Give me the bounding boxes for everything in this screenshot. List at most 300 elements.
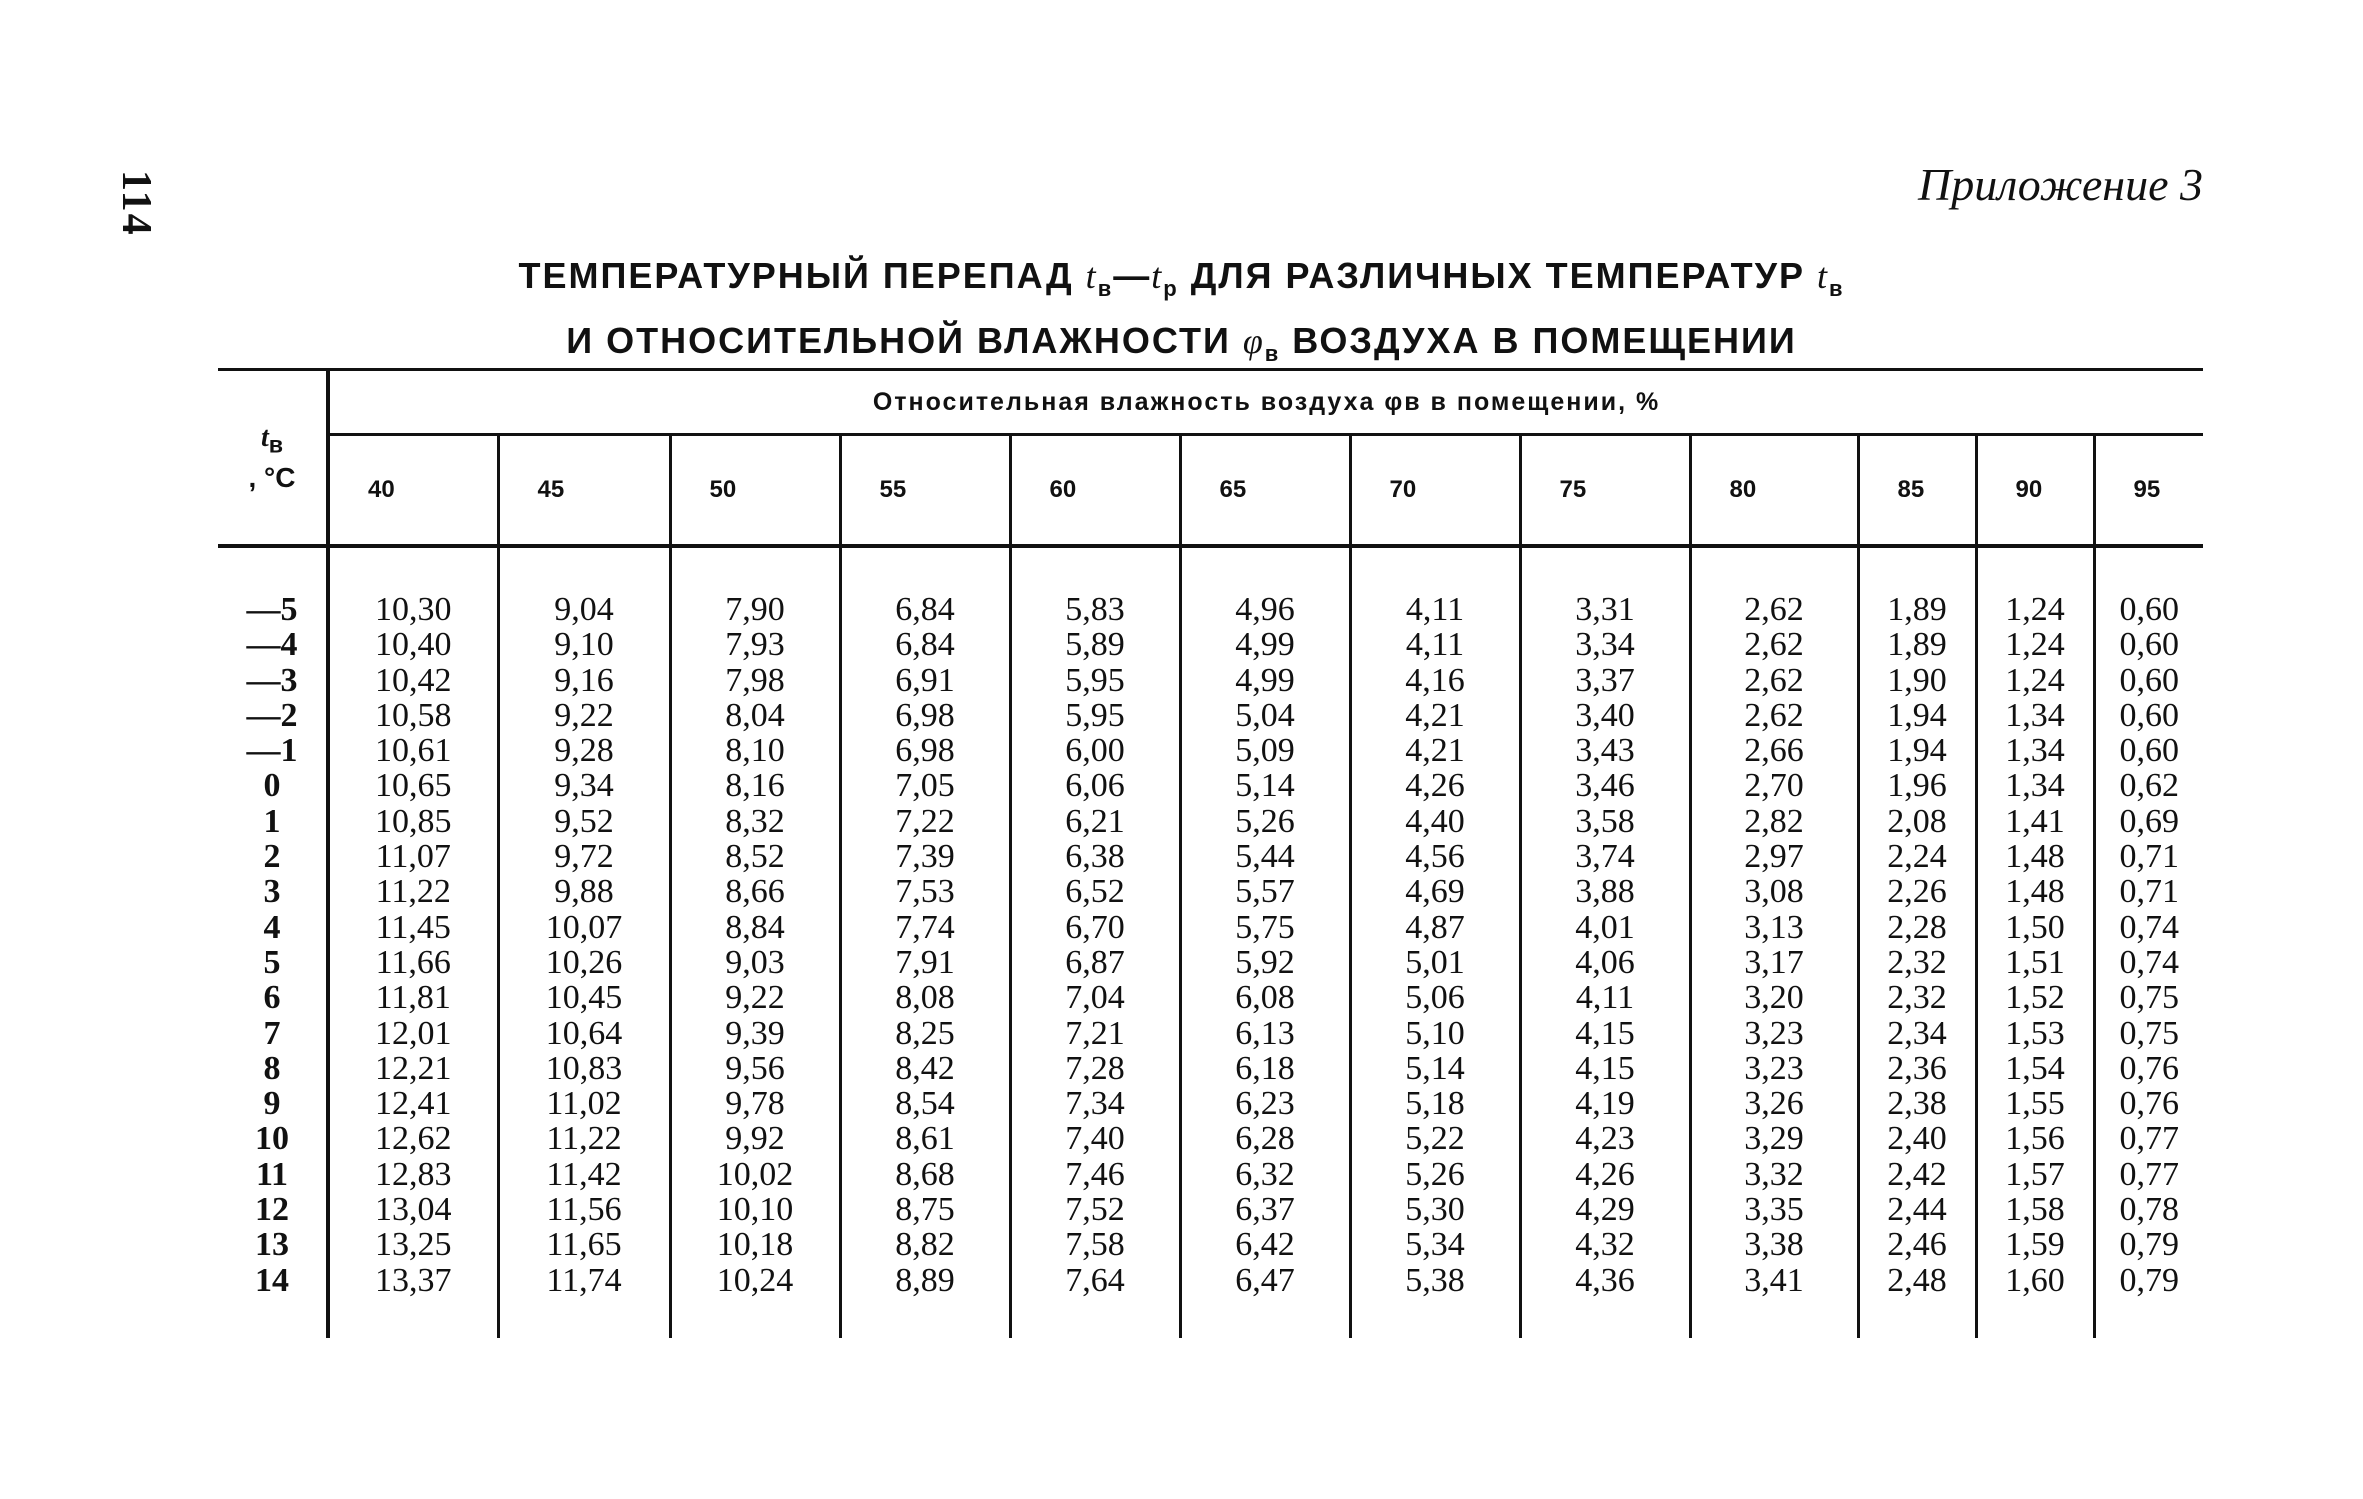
value-cell: 9,16: [498, 663, 670, 698]
value-cell: 5,95: [1010, 698, 1180, 733]
value-cell: 12,01: [328, 1016, 498, 1051]
value-cell: 2,70: [1690, 768, 1858, 803]
table-row: [218, 1157, 2203, 1192]
value-cell: 3,37: [1520, 663, 1690, 698]
value-cell: 6,42: [1180, 1227, 1350, 1262]
value-cell: 0,78: [2119, 1191, 2180, 1229]
value-cell: 7,90: [670, 592, 840, 627]
value-cell: 5,92: [1180, 945, 1350, 980]
spacer-cell: [328, 546, 498, 592]
value-cell: 3,23: [1690, 1016, 1858, 1051]
spacer-cell: [1690, 1298, 1858, 1338]
humidity-column-header: 55: [840, 435, 1010, 547]
temperature-cell: 10: [218, 1121, 328, 1156]
table-title: [0, 250, 2363, 380]
value-cell: 2,24: [1858, 839, 1976, 874]
value-cell: 4,26: [1520, 1157, 1690, 1192]
humidity-column-headers: [218, 435, 2203, 547]
spacer-cell: [1010, 1298, 1180, 1338]
value-cell: 1,89: [1858, 627, 1976, 662]
value-cell: 3,08: [1690, 874, 1858, 909]
value-cell: 3,88: [1520, 874, 1690, 909]
value-cell: 10,02: [670, 1157, 840, 1192]
value-cell: 3,26: [1690, 1086, 1858, 1121]
value-cell: 5,04: [1180, 698, 1350, 733]
value-cell: 8,16: [670, 768, 840, 803]
value-cell: 10,65: [328, 768, 498, 803]
spacer-cell: [1520, 546, 1690, 592]
value-cell: 2,32: [1858, 980, 1976, 1015]
spacer-row: [218, 546, 2203, 592]
value-cell: 10,10: [670, 1192, 840, 1227]
spacer-cell: [1010, 546, 1180, 592]
value-cell: 0,79: [2119, 1226, 2180, 1264]
table-row: [218, 945, 2203, 980]
value-cell: 9,04: [498, 592, 670, 627]
value-cell: 1,89: [1858, 592, 1976, 627]
value-cell: 0,77: [2119, 1155, 2180, 1193]
value-cell: 12,62: [328, 1121, 498, 1156]
value-cell: 9,72: [498, 839, 670, 874]
value-cell: 4,29: [1520, 1192, 1690, 1227]
value-cell: 0,60: [2119, 661, 2180, 699]
humidity-column-header: 40: [328, 435, 498, 547]
value-cell: 6,37: [1180, 1192, 1350, 1227]
table-row: [218, 910, 2203, 945]
temperature-cell: 5: [218, 945, 328, 980]
value-cell: 8,32: [670, 804, 840, 839]
value-cell: 8,61: [840, 1121, 1010, 1156]
value-cell: 11,56: [498, 1192, 670, 1227]
value-cell: 4,01: [1520, 910, 1690, 945]
data-table-container: [218, 368, 2193, 1338]
value-cell: 6,84: [840, 592, 1010, 627]
value-cell: 3,20: [1690, 980, 1858, 1015]
value-cell: 9,03: [670, 945, 840, 980]
value-cell: 11,42: [498, 1157, 670, 1192]
title-sub: в: [1264, 341, 1281, 367]
value-cell: 13,37: [328, 1263, 498, 1298]
value-cell: 5,44: [1180, 839, 1350, 874]
value-cell: 7,05: [840, 768, 1010, 803]
value-cell: 1,24: [1976, 663, 2094, 698]
value-cell: 4,26: [1350, 768, 1520, 803]
value-cell: 2,42: [1858, 1157, 1976, 1192]
data-table: [218, 368, 2203, 1338]
temperature-cell: 3: [218, 874, 328, 909]
table-row: [218, 1016, 2203, 1051]
temperature-cell: —1: [218, 733, 328, 768]
value-cell: 5,09: [1180, 733, 1350, 768]
table-row: [218, 804, 2203, 839]
value-cell: 6,00: [1010, 733, 1180, 768]
value-cell: 1,59: [1976, 1227, 2094, 1262]
value-cell: 8,25: [840, 1016, 1010, 1051]
value-cell: 7,39: [840, 839, 1010, 874]
spacer-cell: [1350, 546, 1520, 592]
value-cell: 1,58: [1976, 1192, 2094, 1227]
value-cell: 6,84: [840, 627, 1010, 662]
table-body: [218, 546, 2203, 1338]
spacer-cell: [840, 1298, 1010, 1338]
value-cell: 4,36: [1520, 1263, 1690, 1298]
value-cell: 9,78: [670, 1086, 840, 1121]
value-cell: 4,15: [1520, 1016, 1690, 1051]
value-cell: 7,40: [1010, 1121, 1180, 1156]
value-cell: 4,87: [1350, 910, 1520, 945]
value-cell: 11,81: [328, 980, 498, 1015]
value-cell: 1,34: [1976, 698, 2094, 733]
value-cell: 10,40: [328, 627, 498, 662]
table-row: [218, 980, 2203, 1015]
spacer-cell: [1180, 1298, 1350, 1338]
temperature-cell: 14: [218, 1263, 328, 1298]
value-cell: 3,74: [1520, 839, 1690, 874]
title-text: И ОТНОСИТЕЛЬНОЙ ВЛАЖНОСТИ: [566, 320, 1243, 362]
spacer-cell: [218, 546, 328, 592]
value-cell: 1,54: [1976, 1051, 2094, 1086]
value-cell: 9,28: [498, 733, 670, 768]
spacer-cell: [498, 1298, 670, 1338]
title-text: ВОЗДУХА В ПОМЕЩЕНИИ: [1280, 320, 1797, 362]
temperature-cell: 13: [218, 1227, 328, 1262]
value-cell: 3,34: [1520, 627, 1690, 662]
value-cell: 4,11: [1350, 592, 1520, 627]
value-cell: 0,62: [2119, 767, 2180, 805]
humidity-column-header: 95: [2094, 435, 2203, 547]
table-row: [218, 1051, 2203, 1086]
value-cell: 4,69: [1350, 874, 1520, 909]
value-cell: 9,34: [498, 768, 670, 803]
table-row: [218, 1121, 2203, 1156]
value-cell: 7,98: [670, 663, 840, 698]
value-cell: 1,57: [1976, 1157, 2094, 1192]
value-cell: 0,74: [2119, 943, 2180, 981]
value-cell: 13,04: [328, 1192, 498, 1227]
value-cell: 1,34: [1976, 768, 2094, 803]
value-cell: 5,01: [1350, 945, 1520, 980]
value-cell: 1,52: [1976, 980, 2094, 1015]
spacer-cell: [840, 546, 1010, 592]
value-cell: 9,10: [498, 627, 670, 662]
value-cell: 10,61: [328, 733, 498, 768]
humidity-column-header: 45: [498, 435, 670, 547]
value-cell: 10,45: [498, 980, 670, 1015]
value-cell: 11,65: [498, 1227, 670, 1262]
spacer-cell: [2094, 1298, 2203, 1338]
value-cell: 1,48: [1976, 874, 2094, 909]
humidity-column-header: 75: [1520, 435, 1690, 547]
value-cell: 8,04: [670, 698, 840, 733]
value-cell: 2,97: [1690, 839, 1858, 874]
value-cell: 3,13: [1690, 910, 1858, 945]
value-cell: 7,34: [1010, 1086, 1180, 1121]
value-cell: 7,53: [840, 874, 1010, 909]
temperature-cell: 12: [218, 1192, 328, 1227]
value-cell: 1,24: [1976, 592, 2094, 627]
page-number: 114: [113, 170, 159, 237]
value-cell: 12,21: [328, 1051, 498, 1086]
temperature-cell: 1: [218, 804, 328, 839]
temperature-cell: 8: [218, 1051, 328, 1086]
value-cell: 8,68: [840, 1157, 1010, 1192]
value-cell: 2,38: [1858, 1086, 1976, 1121]
temperature-cell: 4: [218, 910, 328, 945]
value-cell: 5,75: [1180, 910, 1350, 945]
spacer-cell: [498, 546, 670, 592]
value-cell: 5,10: [1350, 1016, 1520, 1051]
value-cell: 5,38: [1350, 1263, 1520, 1298]
value-cell: 2,66: [1690, 733, 1858, 768]
spacer-cell: [1520, 1298, 1690, 1338]
value-cell: 6,32: [1180, 1157, 1350, 1192]
value-cell: 1,56: [1976, 1121, 2094, 1156]
value-cell: 10,42: [328, 663, 498, 698]
value-cell: 4,99: [1180, 627, 1350, 662]
value-cell: 11,66: [328, 945, 498, 980]
table-row: [218, 627, 2203, 662]
value-cell: 4,11: [1520, 980, 1690, 1015]
value-cell: 7,04: [1010, 980, 1180, 1015]
spacer-cell: [1976, 1298, 2094, 1338]
title-dash: —: [1113, 255, 1152, 296]
table-row: [218, 592, 2203, 627]
value-cell: 10,58: [328, 698, 498, 733]
value-cell: 4,96: [1180, 592, 1350, 627]
title-sub: р: [1163, 276, 1179, 302]
value-cell: 1,34: [1976, 733, 2094, 768]
value-cell: 5,26: [1180, 804, 1350, 839]
value-cell: 2,46: [1858, 1227, 1976, 1262]
temperature-cell: 9: [218, 1086, 328, 1121]
value-cell: 3,23: [1690, 1051, 1858, 1086]
value-cell: 8,54: [840, 1086, 1010, 1121]
value-cell: 12,41: [328, 1086, 498, 1121]
value-cell: 1,48: [1976, 839, 2094, 874]
value-cell: 5,89: [1010, 627, 1180, 662]
value-cell: 1,51: [1976, 945, 2094, 980]
value-cell: 8,10: [670, 733, 840, 768]
humidity-column-header: 80: [1690, 435, 1858, 547]
value-cell: 12,83: [328, 1157, 498, 1192]
value-cell: 4,40: [1350, 804, 1520, 839]
title-var: φ: [1242, 321, 1265, 362]
value-cell: 3,38: [1690, 1227, 1858, 1262]
value-cell: 0,69: [2119, 802, 2180, 840]
spacer-cell: [1350, 1298, 1520, 1338]
value-cell: 4,15: [1520, 1051, 1690, 1086]
value-cell: 6,18: [1180, 1051, 1350, 1086]
spacer-cell: [2094, 546, 2203, 592]
value-cell: 8,08: [840, 980, 1010, 1015]
value-cell: 0,75: [2119, 979, 2180, 1017]
title-sub: в: [1097, 276, 1114, 302]
value-cell: 11,22: [328, 874, 498, 909]
value-cell: 3,43: [1520, 733, 1690, 768]
value-cell: 5,83: [1010, 592, 1180, 627]
value-cell: 5,06: [1350, 980, 1520, 1015]
value-cell: 2,26: [1858, 874, 1976, 909]
title-var: t: [1817, 256, 1830, 296]
temperature-cell: 2: [218, 839, 328, 874]
value-cell: 7,52: [1010, 1192, 1180, 1227]
value-cell: 3,41: [1690, 1263, 1858, 1298]
value-cell: 5,34: [1350, 1227, 1520, 1262]
value-cell: 0,76: [2119, 1085, 2180, 1123]
value-cell: 5,26: [1350, 1157, 1520, 1192]
value-cell: 5,18: [1350, 1086, 1520, 1121]
value-cell: 5,30: [1350, 1192, 1520, 1227]
table-row: [218, 663, 2203, 698]
value-cell: 6,23: [1180, 1086, 1350, 1121]
value-cell: 1,53: [1976, 1016, 2094, 1051]
value-cell: 1,90: [1858, 663, 1976, 698]
spacer-cell: [1976, 546, 2094, 592]
end-row: [218, 1298, 2203, 1338]
value-cell: 6,70: [1010, 910, 1180, 945]
value-cell: 3,58: [1520, 804, 1690, 839]
value-cell: 4,21: [1350, 698, 1520, 733]
value-cell: 0,76: [2119, 1049, 2180, 1087]
temperature-cell: 11: [218, 1157, 328, 1192]
value-cell: 4,16: [1350, 663, 1520, 698]
value-cell: 3,31: [1520, 592, 1690, 627]
value-cell: 9,88: [498, 874, 670, 909]
table-row: [218, 768, 2203, 803]
value-cell: 6,98: [840, 698, 1010, 733]
temperature-cell: —4: [218, 627, 328, 662]
value-cell: 7,22: [840, 804, 1010, 839]
temperature-cell: —3: [218, 663, 328, 698]
humidity-column-header: 50: [670, 435, 840, 547]
title-sub: в: [1829, 276, 1845, 302]
value-cell: 10,30: [328, 592, 498, 627]
value-cell: 0,60: [2119, 591, 2180, 628]
value-cell: 10,85: [328, 804, 498, 839]
value-cell: 9,52: [498, 804, 670, 839]
value-cell: 3,46: [1520, 768, 1690, 803]
value-cell: 10,83: [498, 1051, 670, 1086]
value-cell: 1,24: [1976, 627, 2094, 662]
value-cell: 2,62: [1690, 627, 1858, 662]
value-cell: 1,50: [1976, 910, 2094, 945]
tv-sub: в: [268, 431, 284, 458]
value-cell: 9,22: [498, 698, 670, 733]
value-cell: 6,13: [1180, 1016, 1350, 1051]
value-cell: 6,06: [1010, 768, 1180, 803]
value-cell: 7,28: [1010, 1051, 1180, 1086]
value-cell: 4,06: [1520, 945, 1690, 980]
table-row: [218, 1263, 2203, 1298]
humidity-column-header: 65: [1180, 435, 1350, 547]
value-cell: 10,26: [498, 945, 670, 980]
value-cell: 6,52: [1010, 874, 1180, 909]
value-cell: 7,93: [670, 627, 840, 662]
value-cell: 2,36: [1858, 1051, 1976, 1086]
value-cell: 3,35: [1690, 1192, 1858, 1227]
value-cell: 0,79: [2119, 1261, 2180, 1299]
value-cell: 2,28: [1858, 910, 1976, 945]
value-cell: 7,64: [1010, 1263, 1180, 1298]
table-row: [218, 733, 2203, 768]
value-cell: 7,58: [1010, 1227, 1180, 1262]
humidity-column-header: 90: [1976, 435, 2094, 547]
table-row: [218, 1227, 2203, 1262]
table-row: [218, 874, 2203, 909]
table-row: [218, 698, 2203, 733]
value-cell: 0,74: [2119, 908, 2180, 946]
spacer-cell: [328, 1298, 498, 1338]
value-cell: 7,74: [840, 910, 1010, 945]
value-cell: 8,42: [840, 1051, 1010, 1086]
value-cell: 0,60: [2119, 626, 2180, 664]
spacer-cell: [670, 546, 840, 592]
title-line-1: [0, 250, 2363, 315]
humidity-group-header: Относительная влажность воздуха φв в помещении, %: [328, 370, 2203, 435]
value-cell: 1,55: [1976, 1086, 2094, 1121]
value-cell: 4,32: [1520, 1227, 1690, 1262]
appendix-label: Приложение 3: [1917, 159, 2203, 210]
value-cell: 0,71: [2119, 838, 2180, 876]
value-cell: 10,18: [670, 1227, 840, 1262]
title-text: ТЕМПЕРАТУРНЫЙ ПЕРЕПАД: [518, 255, 1086, 296]
value-cell: 2,40: [1858, 1121, 1976, 1156]
temperature-cell: —5: [218, 592, 328, 627]
value-cell: 2,48: [1858, 1263, 1976, 1298]
value-cell: 2,34: [1858, 1016, 1976, 1051]
tv-var: t: [260, 421, 269, 453]
value-cell: 0,71: [2119, 873, 2180, 911]
value-cell: 2,62: [1690, 663, 1858, 698]
temperature-cell: —2: [218, 698, 328, 733]
value-cell: 2,32: [1858, 945, 1976, 980]
value-cell: 9,92: [670, 1121, 840, 1156]
spacer-cell: [670, 1298, 840, 1338]
value-cell: 7,91: [840, 945, 1010, 980]
value-cell: 2,62: [1690, 698, 1858, 733]
value-cell: 8,52: [670, 839, 840, 874]
value-cell: 10,07: [498, 910, 670, 945]
table-row: [218, 1086, 2203, 1121]
temperature-cell: 0: [218, 768, 328, 803]
value-cell: 6,28: [1180, 1121, 1350, 1156]
value-cell: 10,24: [670, 1263, 840, 1298]
value-cell: 2,82: [1690, 804, 1858, 839]
value-cell: 8,82: [840, 1227, 1010, 1262]
value-cell: 8,89: [840, 1263, 1010, 1298]
value-cell: 3,17: [1690, 945, 1858, 980]
value-cell: 11,02: [498, 1086, 670, 1121]
value-cell: 4,19: [1520, 1086, 1690, 1121]
tv-unit: , °C: [248, 462, 296, 494]
value-cell: 6,91: [840, 663, 1010, 698]
title-text: ДЛЯ РАЗЛИЧНЫХ ТЕМПЕРАТУР: [1178, 255, 1817, 296]
value-cell: 2,08: [1858, 804, 1976, 839]
value-cell: 6,21: [1010, 804, 1180, 839]
value-cell: 4,21: [1350, 733, 1520, 768]
spacer-cell: [1690, 546, 1858, 592]
temperature-cell: 7: [218, 1016, 328, 1051]
value-cell: 11,74: [498, 1263, 670, 1298]
value-cell: 0,75: [2119, 1014, 2180, 1052]
value-cell: 6,98: [840, 733, 1010, 768]
temperature-cell: 6: [218, 980, 328, 1015]
title-var: t: [1151, 256, 1164, 296]
humidity-column-header: 70: [1350, 435, 1520, 547]
value-cell: 6,08: [1180, 980, 1350, 1015]
value-cell: 5,57: [1180, 874, 1350, 909]
value-cell: 4,56: [1350, 839, 1520, 874]
